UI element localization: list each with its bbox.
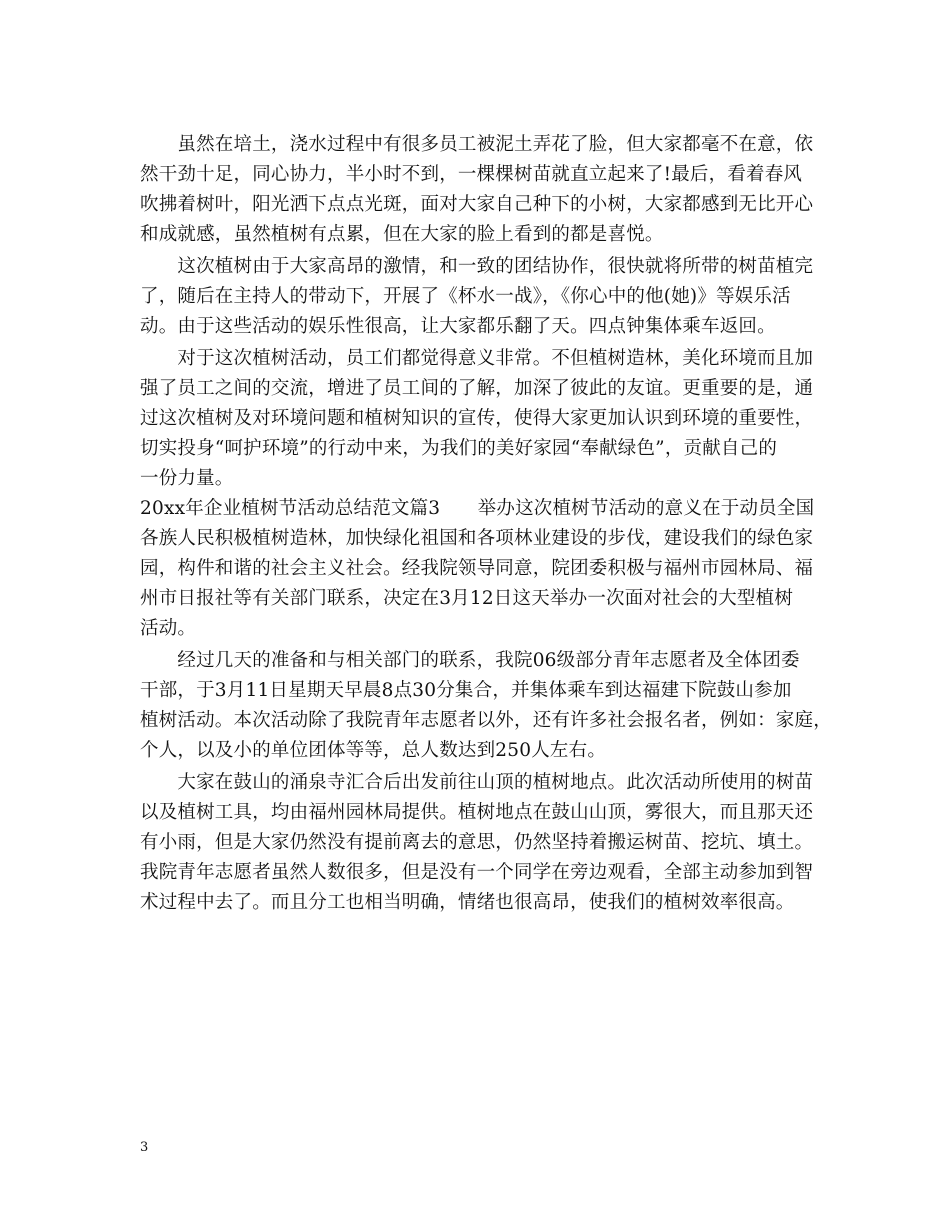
text-line: 过这次植树及对环境问题和植树知识的宣传，使得大家更加认识到环境的重要性， (140, 408, 814, 429)
text-line: 术过程中去了。而且分工也相当明确，情绪也很高昂，使我们的植树效率很高。 (140, 892, 795, 913)
text-line: 然干劲十足，同心协力，半小时不到，一棵棵树苗就直立起来了!最后，看着春风 (140, 164, 803, 185)
text-line: 以及植树工具，均由福州园林局提供。植树地点在鼓山山顶，雾很大，而且那天还 (140, 802, 814, 823)
text-line: 园，构件和谐的社会主义社会。经我院领导同意，院团委积极与福州市园林局、福 (140, 558, 814, 579)
text-line: 20xx年企业植树节活动总结范文篇3 举办这次植树节活动的意义在于动员全国 (140, 498, 815, 519)
text-line: 一份力量。 (140, 468, 234, 489)
text-line: 吹拂着树叶，阳光洒下点点光斑，面对大家自己种下的小树，大家都感到无比开心 (140, 194, 814, 215)
text-line: 切实投身“呵护环境”的行动中来，为我们的美好家园“奉献绿色”，贡献自己的 (140, 438, 778, 459)
text-line: 动。由于这些活动的娱乐性很高，让大家都乐翻了天。四点钟集体乘车返回。 (140, 316, 776, 337)
text-line: 各族人民积极植树造林，加快绿化祖国和各项林业建设的步伐，建设我们的绿色家 (140, 528, 814, 549)
text-line: 这次植树由于大家高昂的激情，和一致的团结协作，很快就将所带的树苗植完 (140, 256, 814, 277)
text-line: 干部，于3月11日星期天早晨8点30分集合，并集体乘车到达福建下院鼓山参加 (140, 680, 792, 701)
text-line: 大家在鼓山的涌泉寺汇合后出发前往山顶的植树地点。此次活动所使用的树苗 (140, 772, 814, 793)
text-line: 和成就感，虽然植树有点累，但在大家的脸上看到的都是喜悦。 (140, 224, 664, 245)
text-line: 州市日报社等有关部门联系，决定在3月12日这天举办一次面对社会的大型植树 (140, 588, 794, 609)
text-line: 了，随后在主持人的带动下，开展了《杯水一战》，《你心中的他(她)》等娱乐活 (140, 286, 791, 307)
text-line: 虽然在培土，浇水过程中有很多员工被泥土弄花了脸，但大家都毫不在意，依 (140, 134, 814, 155)
text-line: 有小雨，但是大家仍然没有提前离去的意思，仍然坚持着搬运树苗、挖坑、填土。 (140, 832, 814, 853)
text-line: 经过几天的准备和与相关部门的联系，我院06级部分青年志愿者及全体团委 (140, 650, 800, 671)
page-number: 3 (140, 1140, 149, 1155)
text-line: 活动。 (140, 618, 197, 639)
text-line: 对于这次植树活动，员工们都觉得意义非常。不但植树造林，美化环境而且加 (140, 348, 814, 369)
text-line: 植树活动。本次活动除了我院青年志愿者以外，还有许多社会报名者，例如：家庭， (140, 710, 832, 731)
text-line: 我院青年志愿者虽然人数很多，但是没有一个同学在旁边观看，全部主动参加到智 (140, 862, 814, 883)
text-line: 个人，以及小的单位团体等等，总人数达到250人左右。 (140, 740, 607, 761)
text-line: 强了员工之间的交流，增进了员工间的了解，加深了彼此的友谊。更重要的是，通 (140, 378, 814, 399)
